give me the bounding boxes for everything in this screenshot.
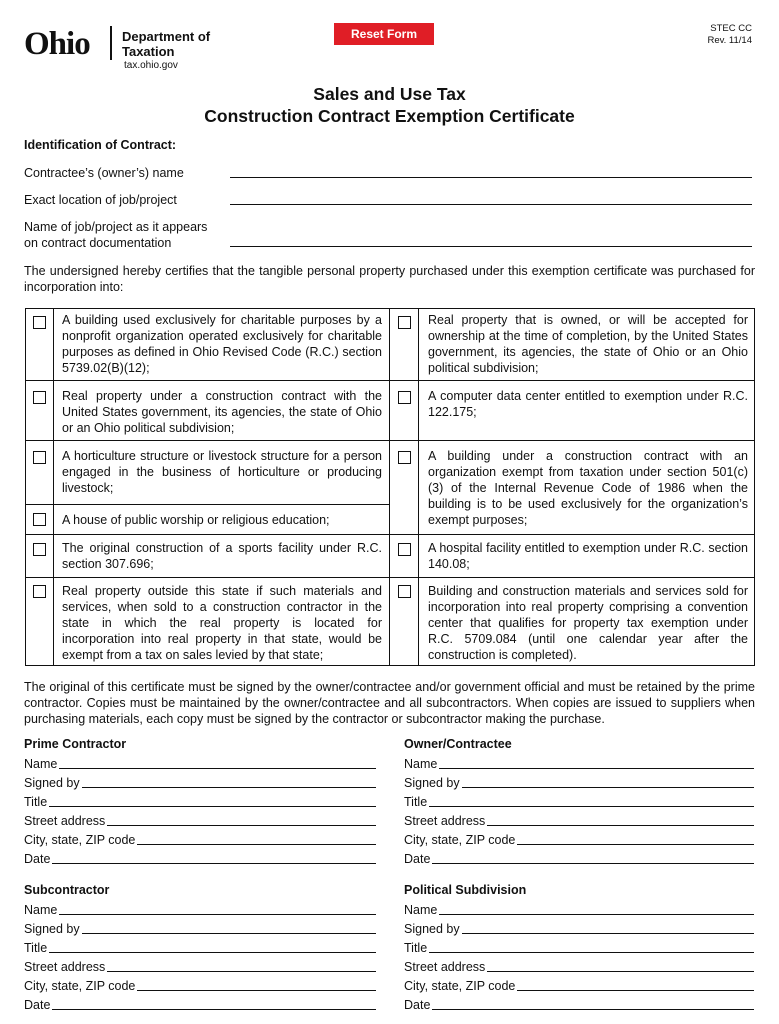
signed-by-label: Signed by [24, 922, 80, 936]
checkbox-hospital[interactable] [398, 543, 411, 556]
prime-contractor-block [24, 737, 376, 867]
checkbox-us-owned[interactable] [398, 316, 411, 329]
option-data-center-text: A computer data center entitled to exemption under R.C. 122.175; [428, 389, 748, 419]
retention-instructions: The original of this certificate must be signed by the owner/contractee and/or government official and must be retained by the prime contractor. Copies must be maintained by the owner/contractee and all subcontractors. When copies are issued to suppliers when purchasing materials, each copy must be signed by the contractor or subcontractor making the purchase. [24, 680, 755, 726]
city-label: City, state, ZIP code [24, 979, 136, 993]
street-label: Street address [404, 814, 486, 828]
owner-city-field[interactable] [404, 832, 754, 847]
owner-name-field[interactable] [230, 177, 752, 178]
job-name-field[interactable] [230, 246, 752, 247]
owner-name-field[interactable] [404, 756, 754, 771]
checkbox-worship[interactable] [33, 513, 46, 526]
option-charitable-text: A building used exclusively for charitable purposes by a nonprofit organization operated exclusively for charitable purposes as defined in Ohio Revised Code (R.C.) section 5739.02(B)(12); [62, 313, 382, 375]
grid-divider [26, 504, 390, 505]
owner-date-field[interactable] [404, 851, 754, 866]
grid-divider [26, 440, 754, 441]
city-label: City, state, ZIP code [24, 833, 136, 847]
form-code: STEC CC [710, 23, 752, 34]
grid-divider [389, 309, 390, 665]
grid-divider [26, 534, 754, 535]
option-hospital-text: A hospital facility entitled to exemption under R.C. section 140.08; [428, 541, 748, 571]
prime-contractor-heading: Prime Contractor [24, 737, 127, 751]
name-label: Name [404, 903, 438, 917]
checkbox-horticulture[interactable] [33, 451, 46, 464]
owner-name-label: Contractee’s (owner’s) name [24, 166, 184, 180]
political-name-field[interactable] [404, 902, 754, 917]
checkbox-data-center[interactable] [398, 391, 411, 404]
owner-signed-by-field[interactable] [404, 775, 754, 790]
sub-name-field[interactable] [24, 902, 376, 917]
checkbox-convention[interactable] [398, 585, 411, 598]
date-label: Date [24, 852, 51, 866]
signed-by-label: Signed by [404, 776, 460, 790]
title-label: Title [404, 941, 428, 955]
grid-divider [26, 577, 754, 578]
subcontractor-heading: Subcontractor [24, 883, 110, 897]
checkbox-outside-state[interactable] [33, 585, 46, 598]
option-outside-state-text: Real property outside this state if such materials and services, when sold to a construction contractor in the state in which the real property is located for incorporation into real property in that state, would be exempt from a tax on sales levied by that state; [62, 584, 382, 662]
option-us-contract-text: Real property under a construction contract with the United States government, its agencies, the state of Ohio or an Ohio political subdivision; [62, 389, 382, 435]
checkbox-sports[interactable] [33, 543, 46, 556]
street-label: Street address [24, 960, 106, 974]
option-exempt-org-text: A building under a construction contract with an organization exempt from taxation under section 501(c)(3) of the Internal Revenue Code of 1986 when the building is to be used exclusively for the organization’s exempt purposes; [428, 449, 748, 527]
name-label: Name [404, 757, 438, 771]
form-revision: Rev. 11/14 [707, 35, 752, 46]
street-label: Street address [24, 814, 106, 828]
political-title-field[interactable] [404, 940, 754, 955]
date-label: Date [404, 998, 431, 1012]
option-convention-text: Building and construction materials and services sold for incorporation into real property comprising a convention center that qualifies for property tax exemption under R.C. 5709.084 (until one calendar year after the construction is completed). [428, 584, 748, 662]
date-label: Date [404, 852, 431, 866]
grid-divider [53, 309, 54, 665]
date-label: Date [24, 998, 51, 1012]
prime-city-field[interactable] [24, 832, 376, 847]
political-date-field[interactable] [404, 997, 754, 1012]
form-id [680, 23, 752, 47]
location-label: Exact location of job/project [24, 193, 177, 207]
job-name-label-line-1: Name of job/project as it appears [24, 220, 208, 234]
owner-title-field[interactable] [404, 794, 754, 809]
certify-statement: The undersigned hereby certifies that the tangible personal property purchased under this exemption certificate was purchased for incorporation into: [24, 264, 755, 294]
reset-form-button[interactable]: Reset Form [334, 23, 434, 45]
signed-by-label: Signed by [24, 776, 80, 790]
title-label: Title [404, 795, 428, 809]
owner-contractee-heading: Owner/Contractee [404, 737, 512, 751]
location-field[interactable] [230, 204, 752, 205]
prime-name-field[interactable] [24, 756, 376, 771]
prime-title-field[interactable] [24, 794, 376, 809]
political-signed-by-field[interactable] [404, 921, 754, 936]
owner-contractee-block [404, 737, 754, 867]
sub-date-field[interactable] [24, 997, 376, 1012]
exemption-options-grid [25, 308, 755, 666]
option-horticulture-text: A horticulture structure or livestock structure for a person engaged in the business of horticulture or producing livestock; [62, 449, 382, 495]
title-label: Title [24, 795, 48, 809]
form-title-line-2: Construction Contract Exemption Certificate [204, 106, 575, 126]
city-label: City, state, ZIP code [404, 979, 516, 993]
sub-city-field[interactable] [24, 978, 376, 993]
owner-street-field[interactable] [404, 813, 754, 828]
political-subdivision-block [404, 883, 754, 1013]
street-label: Street address [404, 960, 486, 974]
name-label: Name [24, 757, 58, 771]
sub-title-field[interactable] [24, 940, 376, 955]
city-label: City, state, ZIP code [404, 833, 516, 847]
option-us-owned-text: Real property that is owned, or will be accepted for ownership at the time of completion, by the United States government, its agencies, the state of Ohio or an Ohio political subdivision; [428, 313, 748, 375]
prime-street-field[interactable] [24, 813, 376, 828]
sub-signed-by-field[interactable] [24, 921, 376, 936]
identification-heading: Identification of Contract: [24, 138, 177, 152]
checkbox-us-contract[interactable] [33, 391, 46, 404]
form-title-line-1: Sales and Use Tax [313, 84, 466, 104]
checkbox-charitable[interactable] [33, 316, 46, 329]
political-city-field[interactable] [404, 978, 754, 993]
signed-by-label: Signed by [404, 922, 460, 936]
department-name [122, 29, 210, 59]
department-line-2: Taxation [122, 44, 175, 59]
grid-divider [418, 309, 419, 665]
option-worship-text: A house of public worship or religious education; [62, 513, 330, 527]
prime-signed-by-field[interactable] [24, 775, 376, 790]
sub-street-field[interactable] [24, 959, 376, 974]
title-label: Title [24, 941, 48, 955]
grid-divider [26, 380, 754, 381]
ohio-logo: Ohio [24, 26, 90, 62]
department-line-1: Department of [122, 29, 211, 44]
subcontractor-block [24, 883, 376, 1013]
political-subdivision-heading: Political Subdivision [404, 883, 527, 897]
option-sports-text: The original construction of a sports facility under R.C. section 307.696; [62, 541, 382, 571]
job-name-label-line-2: on contract documentation [24, 236, 172, 250]
logo-divider [110, 26, 112, 60]
political-street-field[interactable] [404, 959, 754, 974]
prime-date-field[interactable] [24, 851, 376, 866]
name-label: Name [24, 903, 58, 917]
website-link[interactable]: tax.ohio.gov [124, 60, 178, 71]
checkbox-exempt-org[interactable] [398, 451, 411, 464]
